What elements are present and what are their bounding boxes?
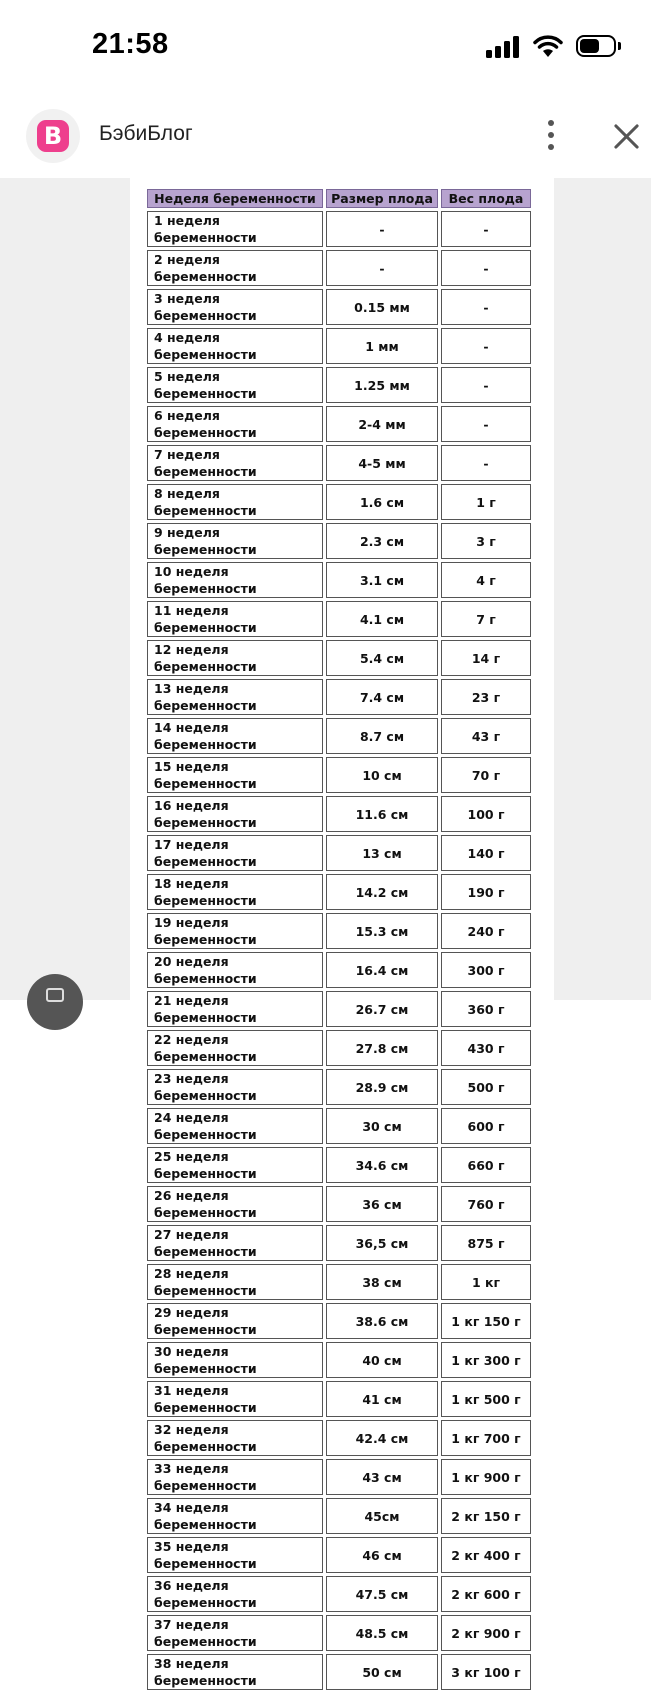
- fetus-weight-cell: 140 г: [441, 835, 531, 871]
- table-row: [147, 718, 531, 754]
- table-row: [147, 679, 531, 715]
- table-row: [147, 1498, 531, 1534]
- column-header-size: Размер плода: [326, 189, 438, 208]
- table-row: [147, 1225, 531, 1261]
- table-row: [147, 328, 531, 364]
- fetus-size-cell: 2-4 мм: [326, 406, 438, 442]
- week-cell: 3 неделя беременности: [147, 289, 323, 325]
- fetus-size-cell: 26.7 см: [326, 991, 438, 1027]
- fetus-weight-cell: -: [441, 367, 531, 403]
- fetus-weight-cell: -: [441, 211, 531, 247]
- fetus-size-cell: 41 см: [326, 1381, 438, 1417]
- fetus-weight-cell: 660 г: [441, 1147, 531, 1183]
- table-row: [147, 562, 531, 598]
- fetus-size-cell: 13 см: [326, 835, 438, 871]
- table-row: [147, 406, 531, 442]
- fetus-size-cell: 43 см: [326, 1459, 438, 1495]
- fetus-size-cell: 48.5 см: [326, 1615, 438, 1651]
- table-row: [147, 1459, 531, 1495]
- fetus-weight-cell: 430 г: [441, 1030, 531, 1066]
- fetus-weight-cell: -: [441, 289, 531, 325]
- week-cell: 29 неделя беременности: [147, 1303, 323, 1339]
- week-cell: 23 неделя беременности: [147, 1069, 323, 1105]
- week-cell: 1 неделя беременности: [147, 211, 323, 247]
- week-cell: 28 неделя беременности: [147, 1264, 323, 1300]
- column-header-weight: Вес плода: [441, 189, 531, 208]
- fetus-size-cell: 34.6 см: [326, 1147, 438, 1183]
- fetus-size-cell: 4.1 см: [326, 601, 438, 637]
- fetus-size-cell: 27.8 см: [326, 1030, 438, 1066]
- fetus-weight-cell: 3 г: [441, 523, 531, 559]
- table-row: [147, 1147, 531, 1183]
- pregnancy-size-table: [144, 186, 534, 1693]
- fetus-weight-cell: 2 кг 600 г: [441, 1576, 531, 1612]
- fetus-weight-cell: 600 г: [441, 1108, 531, 1144]
- fetus-size-cell: 7.4 см: [326, 679, 438, 715]
- table-row: [147, 1303, 531, 1339]
- fetus-weight-cell: 14 г: [441, 640, 531, 676]
- fetus-weight-cell: 1 кг 500 г: [441, 1381, 531, 1417]
- week-cell: 14 неделя беременности: [147, 718, 323, 754]
- week-cell: 19 неделя беременности: [147, 913, 323, 949]
- week-cell: 30 неделя беременности: [147, 1342, 323, 1378]
- fetus-size-cell: 38.6 см: [326, 1303, 438, 1339]
- table-row: [147, 211, 531, 247]
- fetus-weight-cell: 875 г: [441, 1225, 531, 1261]
- fetus-size-cell: 1.25 мм: [326, 367, 438, 403]
- fetus-weight-cell: 300 г: [441, 952, 531, 988]
- wifi-icon: [532, 34, 564, 58]
- table-row: [147, 523, 531, 559]
- fetus-weight-cell: 1 кг 150 г: [441, 1303, 531, 1339]
- week-cell: 27 неделя беременности: [147, 1225, 323, 1261]
- week-cell: 31 неделя беременности: [147, 1381, 323, 1417]
- fetus-size-cell: 46 см: [326, 1537, 438, 1573]
- table-row: [147, 913, 531, 949]
- week-cell: 8 неделя беременности: [147, 484, 323, 520]
- table-row: [147, 640, 531, 676]
- week-cell: 13 неделя беременности: [147, 679, 323, 715]
- table-row: [147, 1264, 531, 1300]
- fetus-size-cell: 50 см: [326, 1654, 438, 1690]
- table-row: [147, 1069, 531, 1105]
- table-row: [147, 796, 531, 832]
- briefcase-icon: [46, 988, 64, 1002]
- week-cell: 18 неделя беременности: [147, 874, 323, 910]
- fetus-weight-cell: 1 кг 700 г: [441, 1420, 531, 1456]
- status-bar: [0, 0, 651, 92]
- week-cell: 5 неделя беременности: [147, 367, 323, 403]
- fetus-weight-cell: 190 г: [441, 874, 531, 910]
- table-row: [147, 991, 531, 1027]
- signal-icon: [486, 36, 522, 58]
- fetus-weight-cell: 500 г: [441, 1069, 531, 1105]
- table-row: [147, 601, 531, 637]
- fetus-weight-cell: 1 кг 900 г: [441, 1459, 531, 1495]
- week-cell: 20 неделя беременности: [147, 952, 323, 988]
- fetus-size-cell: 1 мм: [326, 328, 438, 364]
- fetus-size-cell: 14.2 см: [326, 874, 438, 910]
- fetus-size-cell: 8.7 см: [326, 718, 438, 754]
- table-row: [147, 367, 531, 403]
- week-cell: 38 неделя беременности: [147, 1654, 323, 1690]
- fetus-weight-cell: 2 кг 900 г: [441, 1615, 531, 1651]
- week-cell: 11 неделя беременности: [147, 601, 323, 637]
- week-cell: 15 неделя беременности: [147, 757, 323, 793]
- table-row: [147, 484, 531, 520]
- week-cell: 26 неделя беременности: [147, 1186, 323, 1222]
- app-header: [0, 92, 651, 178]
- fetus-size-cell: 2.3 см: [326, 523, 438, 559]
- fetus-size-cell: 36 см: [326, 1186, 438, 1222]
- week-cell: 4 неделя беременности: [147, 328, 323, 364]
- fetus-weight-cell: 43 г: [441, 718, 531, 754]
- week-cell: 35 неделя беременности: [147, 1537, 323, 1573]
- table-row: [147, 1108, 531, 1144]
- pregnancy-table-image: [130, 178, 554, 1688]
- fetus-weight-cell: 2 кг 150 г: [441, 1498, 531, 1534]
- table-row: [147, 1576, 531, 1612]
- fetus-size-cell: 4-5 мм: [326, 445, 438, 481]
- fetus-weight-cell: 1 г: [441, 484, 531, 520]
- fetus-size-cell: 15.3 см: [326, 913, 438, 949]
- table-row: [147, 445, 531, 481]
- fetus-weight-cell: 1 кг: [441, 1264, 531, 1300]
- fetus-weight-cell: -: [441, 328, 531, 364]
- week-cell: 21 неделя беременности: [147, 991, 323, 1027]
- floating-action-button[interactable]: [27, 974, 83, 1030]
- fetus-size-cell: 36,5 см: [326, 1225, 438, 1261]
- week-cell: 33 неделя беременности: [147, 1459, 323, 1495]
- fetus-weight-cell: 7 г: [441, 601, 531, 637]
- babyblog-logo-icon: B: [37, 120, 69, 152]
- table-row: [147, 1342, 531, 1378]
- column-header-week: Неделя беременности: [147, 189, 323, 208]
- close-icon[interactable]: [612, 122, 642, 152]
- fetus-weight-cell: 240 г: [441, 913, 531, 949]
- week-cell: 7 неделя беременности: [147, 445, 323, 481]
- fetus-weight-cell: 70 г: [441, 757, 531, 793]
- fetus-size-cell: 47.5 см: [326, 1576, 438, 1612]
- week-cell: 37 неделя беременности: [147, 1615, 323, 1651]
- table-row: [147, 1420, 531, 1456]
- fetus-weight-cell: -: [441, 406, 531, 442]
- fetus-size-cell: 0.15 мм: [326, 289, 438, 325]
- table-row: [147, 1654, 531, 1690]
- table-row: [147, 1615, 531, 1651]
- week-cell: 9 неделя беременности: [147, 523, 323, 559]
- table-row: [147, 1030, 531, 1066]
- table-row: [147, 835, 531, 871]
- table-row: [147, 1186, 531, 1222]
- fetus-weight-cell: 4 г: [441, 562, 531, 598]
- battery-icon: [576, 35, 622, 57]
- fetus-weight-cell: 1 кг 300 г: [441, 1342, 531, 1378]
- fetus-size-cell: 11.6 см: [326, 796, 438, 832]
- fetus-size-cell: -: [326, 211, 438, 247]
- fetus-size-cell: -: [326, 250, 438, 286]
- table-row: [147, 757, 531, 793]
- week-cell: 2 неделя беременности: [147, 250, 323, 286]
- fetus-size-cell: 5.4 см: [326, 640, 438, 676]
- status-time: 21:58: [92, 28, 169, 60]
- fetus-weight-cell: 2 кг 400 г: [441, 1537, 531, 1573]
- fetus-size-cell: 16.4 см: [326, 952, 438, 988]
- table-row: [147, 1381, 531, 1417]
- table-row: [147, 952, 531, 988]
- week-cell: 36 неделя беременности: [147, 1576, 323, 1612]
- table-row: [147, 250, 531, 286]
- week-cell: 32 неделя беременности: [147, 1420, 323, 1456]
- week-cell: 25 неделя беременности: [147, 1147, 323, 1183]
- week-cell: 6 неделя беременности: [147, 406, 323, 442]
- week-cell: 24 неделя беременности: [147, 1108, 323, 1144]
- fetus-weight-cell: -: [441, 250, 531, 286]
- fetus-weight-cell: 360 г: [441, 991, 531, 1027]
- more-vertical-icon[interactable]: [540, 120, 562, 152]
- fetus-size-cell: 10 см: [326, 757, 438, 793]
- table-row: [147, 1537, 531, 1573]
- fetus-weight-cell: 3 кг 100 г: [441, 1654, 531, 1690]
- fetus-size-cell: 3.1 см: [326, 562, 438, 598]
- fetus-weight-cell: 760 г: [441, 1186, 531, 1222]
- week-cell: 12 неделя беременности: [147, 640, 323, 676]
- fetus-size-cell: 30 см: [326, 1108, 438, 1144]
- fetus-size-cell: 42.4 см: [326, 1420, 438, 1456]
- fetus-weight-cell: -: [441, 445, 531, 481]
- week-cell: 17 неделя беременности: [147, 835, 323, 871]
- app-title: БэбиБлог: [99, 122, 193, 145]
- content-area[interactable]: [0, 178, 651, 1688]
- week-cell: 22 неделя беременности: [147, 1030, 323, 1066]
- table-header-row: [147, 189, 531, 208]
- fetus-size-cell: 1.6 см: [326, 484, 438, 520]
- fetus-size-cell: 40 см: [326, 1342, 438, 1378]
- fetus-weight-cell: 100 г: [441, 796, 531, 832]
- week-cell: 16 неделя беременности: [147, 796, 323, 832]
- week-cell: 34 неделя беременности: [147, 1498, 323, 1534]
- table-row: [147, 874, 531, 910]
- fetus-size-cell: 45см: [326, 1498, 438, 1534]
- fetus-weight-cell: 23 г: [441, 679, 531, 715]
- fetus-size-cell: 38 см: [326, 1264, 438, 1300]
- fetus-size-cell: 28.9 см: [326, 1069, 438, 1105]
- app-logo[interactable]: [26, 109, 80, 163]
- table-row: [147, 289, 531, 325]
- week-cell: 10 неделя беременности: [147, 562, 323, 598]
